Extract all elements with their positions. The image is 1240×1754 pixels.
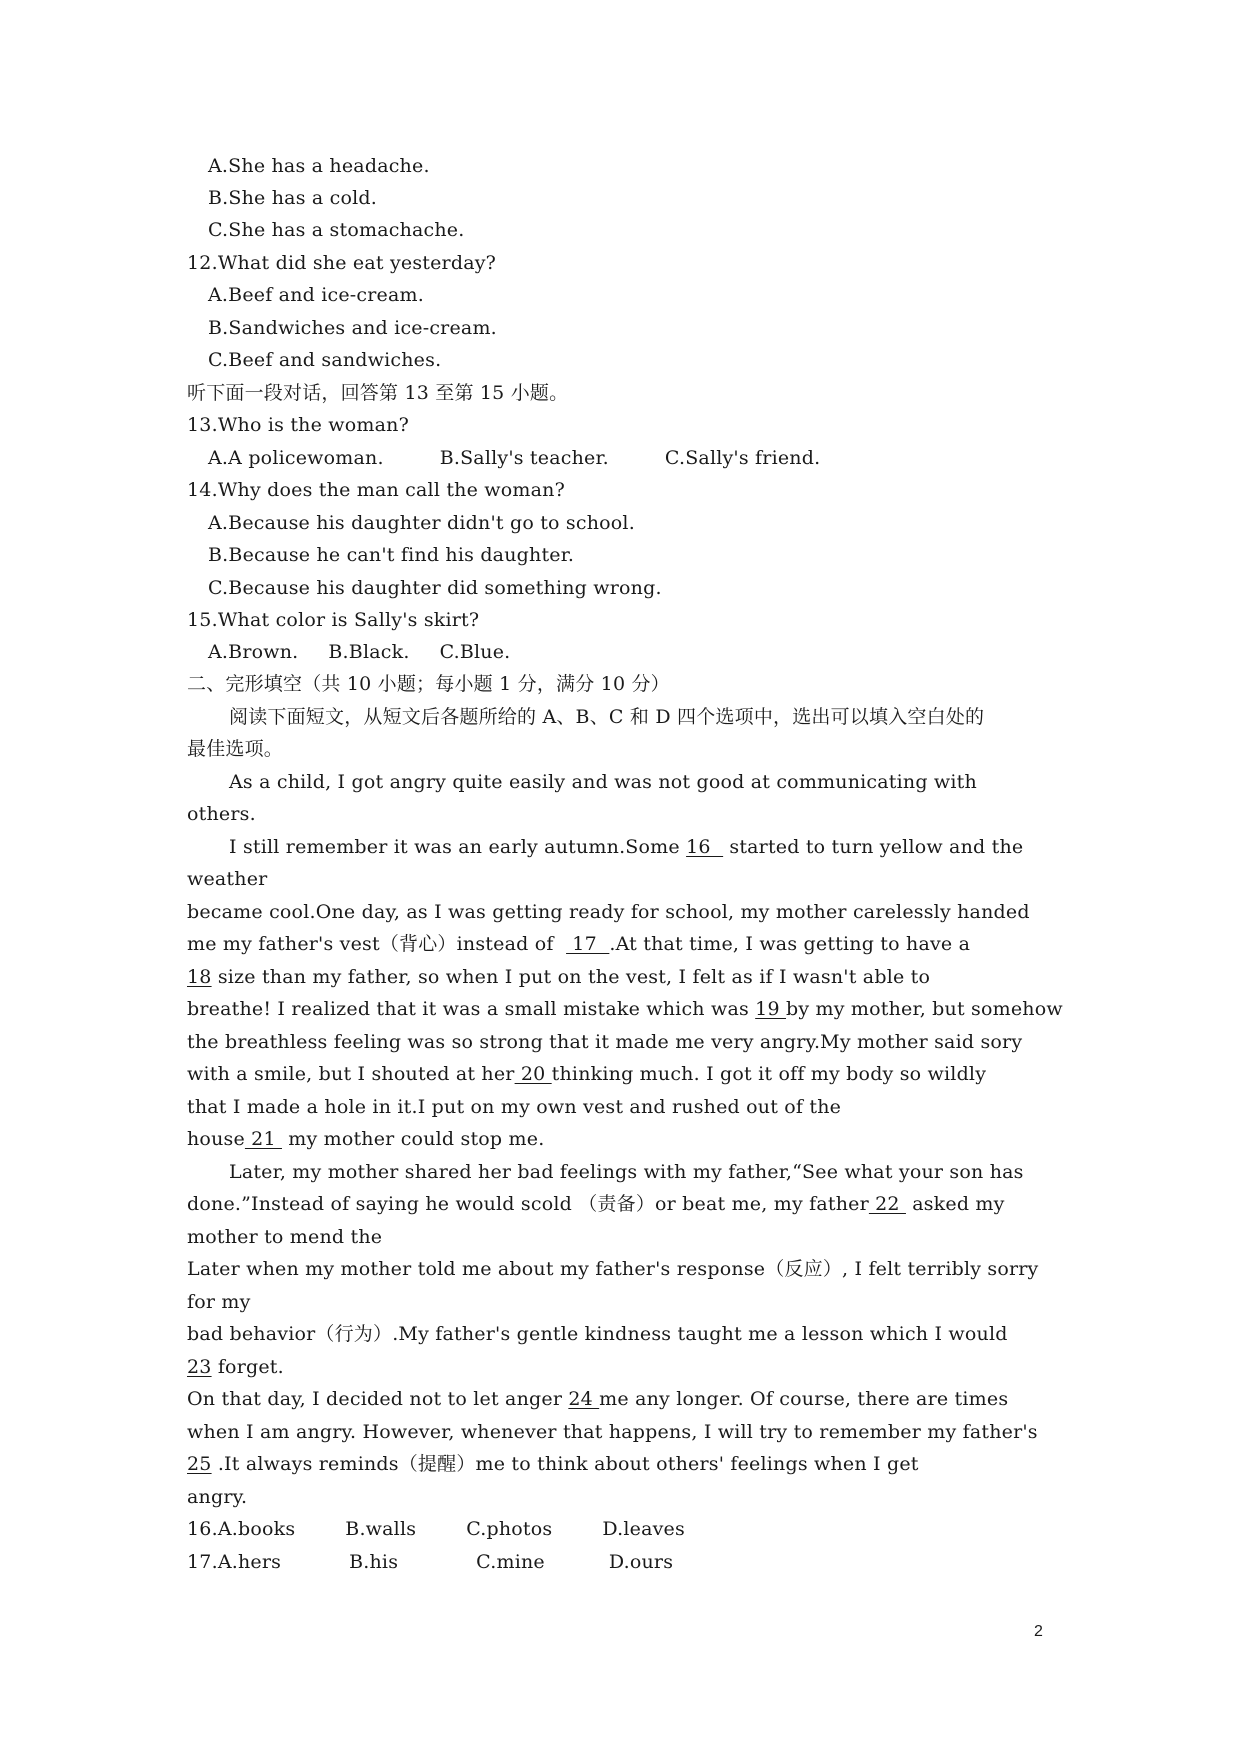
passage-line-10 — [187, 1062, 986, 1086]
q12-option-b: B.Sandwiches and ice-cream. — [208, 317, 497, 339]
passage-text: size than my father, so when I put on the vest, I felt as if I wasn't able to — [211, 966, 931, 988]
q16-option-b: B.walls — [345, 1518, 417, 1540]
passage-line-12 — [187, 1127, 544, 1151]
passage-line-22 — [187, 1452, 919, 1476]
passage-text: I still remember it was an early autumn.Some — [229, 836, 687, 858]
passage-line-3 — [229, 835, 1023, 859]
q12-question: 12.What did she eat yesterday? — [187, 252, 497, 274]
q11-option-c: C.She has a stomachache. — [208, 219, 465, 241]
passage-text: me my father's vest（背心）instead of — [187, 933, 567, 955]
passage-line-21: when I am angry. However, whenever that happens, I will try to remember my father's — [187, 1421, 1038, 1443]
q17-options — [187, 1550, 673, 1574]
passage-line-8 — [187, 997, 1063, 1021]
passage-line-18: bad behavior（行为）.My father's gentle kindness taught me a lesson which I would — [187, 1323, 1008, 1345]
q17-option-c: C.mine — [476, 1551, 545, 1573]
passage-text: started to turn yellow and the — [723, 836, 1024, 858]
q17-option-a: 17.A.hers — [187, 1551, 282, 1573]
blank-25: 25 — [187, 1453, 212, 1475]
q16-option-a: 16.A.books — [187, 1518, 296, 1540]
passage-text: asked my — [905, 1193, 1005, 1215]
dialogue-instruction: 听下面一段对话，回答第 13 至第 15 小题。 — [187, 382, 569, 404]
blank-19: 19 — [755, 998, 786, 1020]
q15-option-c: C.Blue. — [439, 641, 511, 663]
passage-line-16: Later when my mother told me about my father's response（反应）, I felt terribly sorry — [187, 1258, 1039, 1280]
blank-21: 21 — [244, 1128, 282, 1150]
q14-option-a: A.Because his daughter didn't go to school. — [208, 512, 635, 534]
q13-option-b: B.Sally's teacher. — [439, 447, 609, 469]
passage-text: thinking much. I got it off my body so wildly — [551, 1063, 987, 1085]
passage-text: done.”Instead of saying he would scold （责备）or beat me, my father — [187, 1193, 869, 1215]
q12-option-c: C.Beef and sandwiches. — [208, 349, 442, 371]
section2-instruction-line2: 最佳选项。 — [187, 738, 284, 760]
q14-option-b: B.Because he can't find his daughter. — [208, 544, 575, 566]
q16-option-c: C.photos — [466, 1518, 553, 1540]
passage-line-14 — [187, 1192, 1005, 1216]
q15-options — [208, 640, 510, 664]
section2-heading: 二、完形填空（共 10 小题；每小题 1 分，满分 10 分） — [187, 673, 670, 695]
q13-option-c: C.Sally's friend. — [664, 447, 821, 469]
passage-text: with a smile, but I shouted at her — [187, 1063, 515, 1085]
q13-option-a: A.A policewoman. — [208, 447, 384, 469]
passage-text: On that day, I decided not to let anger — [187, 1388, 569, 1410]
passage-line-17: for my — [187, 1291, 251, 1313]
section2-instruction-line1: 阅读下面短文，从短文后各题所给的 A、B、C 和 D 四个选项中，选出可以填入空白处的 — [229, 706, 985, 728]
passage-line-19 — [187, 1355, 284, 1379]
passage-line-4: weather — [187, 868, 268, 890]
passage-text: house — [187, 1128, 245, 1150]
passage-text: my mother could stop me. — [281, 1128, 545, 1150]
passage-line-13: Later, my mother shared her bad feelings with my father,“See what your son has — [229, 1161, 1024, 1183]
q13-options — [208, 446, 820, 470]
q13-question: 13.Who is the woman? — [187, 414, 409, 436]
passage-text: forget. — [211, 1356, 284, 1378]
q11-option-a: A.She has a headache. — [208, 155, 430, 177]
passage-line-2: others. — [187, 803, 256, 825]
blank-20: 20 — [514, 1063, 552, 1085]
q15-question: 15.What color is Sally's skirt? — [187, 609, 480, 631]
passage-line-15: mother to mend the — [187, 1226, 383, 1248]
passage-line-7 — [187, 965, 930, 989]
passage-line-20 — [187, 1387, 1008, 1411]
blank-23: 23 — [187, 1356, 212, 1378]
blank-16: 16 — [686, 836, 724, 858]
passage-line-11: that I made a hole in it.I put on my own vest and rushed out of the — [187, 1096, 842, 1118]
q15-option-b: B.Black. — [328, 641, 410, 663]
q16-option-d: D.leaves — [602, 1518, 685, 1540]
blank-24: 24 — [568, 1388, 600, 1410]
q14-question: 14.Why does the man call the woman? — [187, 479, 565, 501]
page-number: 2 — [1034, 1623, 1043, 1640]
passage-text: .It always reminds（提醒）me to think about others' feelings when I get — [211, 1453, 919, 1475]
blank-18: 18 — [187, 966, 212, 988]
passage-line-5: became cool.One day, as I was getting ready for school, my mother carelessly handed — [187, 901, 1030, 923]
passage-text: breathe! I realized that it was a small mistake which was — [187, 998, 756, 1020]
q15-option-a: A.Brown. — [208, 641, 299, 663]
q14-option-c: C.Because his daughter did something wrong. — [208, 577, 662, 599]
passage-text: me any longer. Of course, there are times — [599, 1388, 1009, 1410]
passage-line-6 — [187, 932, 970, 956]
blank-17: 17 — [566, 933, 610, 955]
passage-line-23: angry. — [187, 1486, 248, 1508]
q17-option-d: D.ours — [608, 1551, 674, 1573]
blank-22: 22 — [868, 1193, 906, 1215]
passage-text: .At that time, I was getting to have a — [609, 933, 971, 955]
q11-option-b: B.She has a cold. — [208, 187, 378, 209]
passage-text: by my mother, but somehow — [786, 998, 1063, 1020]
q16-options — [187, 1517, 685, 1541]
passage-line-1: As a child, I got angry quite easily and was not good at communicating with — [229, 771, 977, 793]
q12-option-a: A.Beef and ice-cream. — [208, 284, 424, 306]
passage-line-9: the breathless feeling was so strong that it made me very angry.My mother said sory — [187, 1031, 1023, 1053]
q17-option-b: B.his — [349, 1551, 399, 1573]
